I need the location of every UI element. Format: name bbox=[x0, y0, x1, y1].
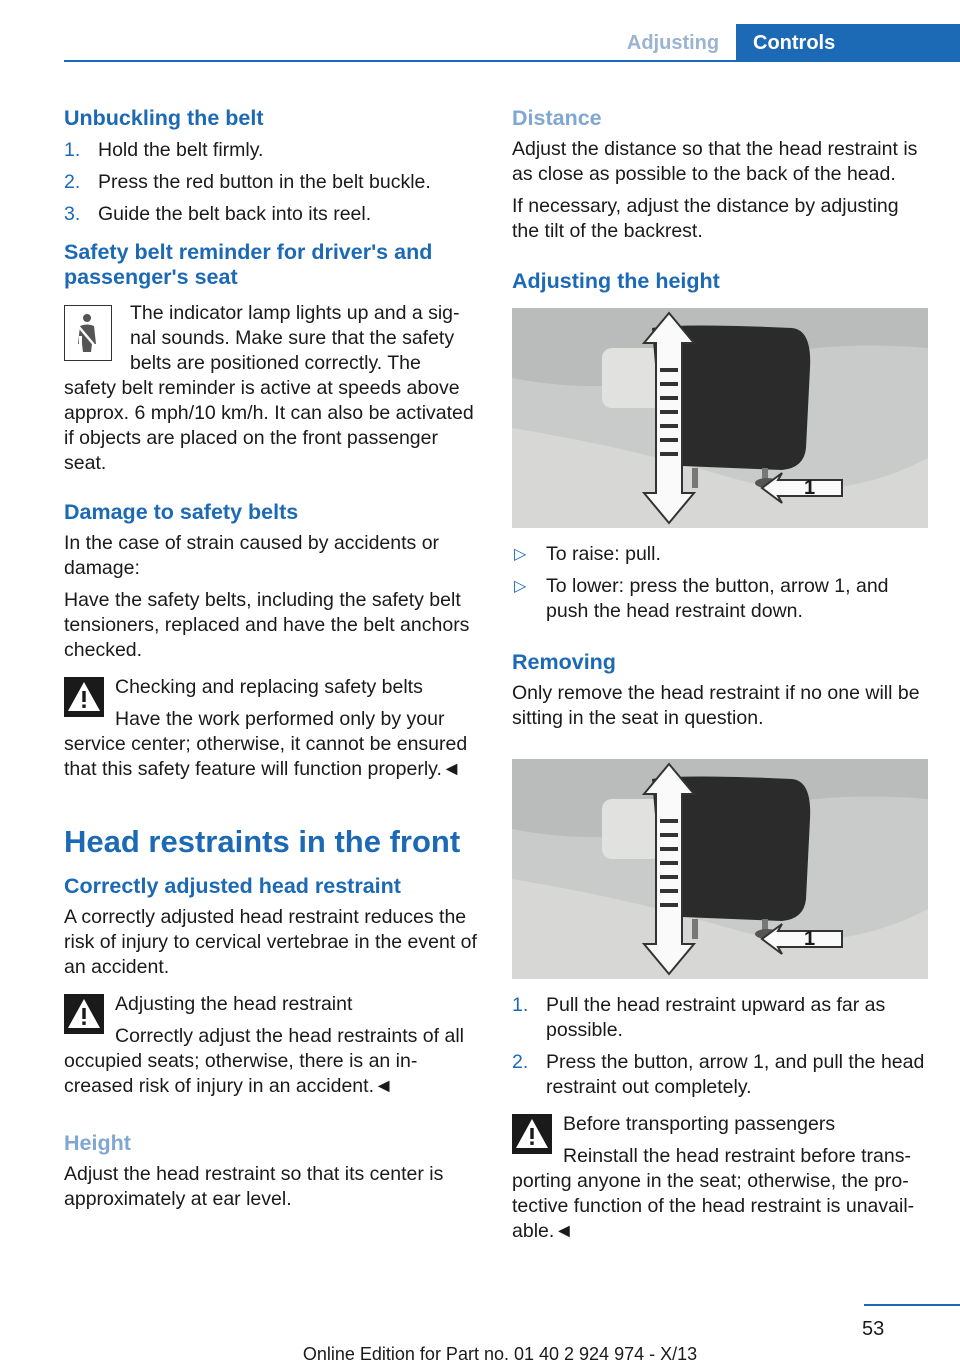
step-number: 2. bbox=[64, 171, 81, 193]
list-item bbox=[512, 574, 928, 624]
warning-icon bbox=[512, 1114, 552, 1154]
bullet-triangle-icon: ▷ bbox=[514, 546, 527, 563]
distance-paragraph: Adjust the distance so that the head restraint is as close as possible to the back of the head. bbox=[512, 138, 918, 185]
reminder-title: Safety belt reminder for driver's and passenger's seat bbox=[64, 240, 433, 289]
reminder-line: seat. bbox=[64, 452, 107, 474]
step-text: Guide the belt back into its reel. bbox=[98, 203, 372, 225]
warning-text: service center; otherwise, it cannot be ensured that this safety feature will function properly.◄ bbox=[64, 733, 468, 780]
adjust-height-section bbox=[512, 269, 928, 624]
left-column bbox=[64, 100, 480, 1212]
damage-paragraph: Have the safety belts, including the safety belt tensioners, replaced and have the belt anchors checked. bbox=[64, 589, 470, 661]
adjust-height-title: Adjusting the height bbox=[512, 269, 720, 293]
reminder-section bbox=[64, 240, 480, 476]
warning-text: occupied seats; otherwise, there is an in-creased risk of injury in an accident.◄ bbox=[64, 1050, 418, 1097]
warning-text: porting anyone in the seat; otherwise, the pro-tective function of the head restraint is unavail-able.◄ bbox=[512, 1170, 915, 1242]
unbuckling-steps bbox=[64, 138, 480, 227]
removing-paragraph: Only remove the head restraint if no one will be sitting in the seat in question. bbox=[512, 682, 920, 729]
damage-paragraph: In the case of strain caused by accidents or damage: bbox=[64, 532, 440, 579]
step-number: 1. bbox=[512, 994, 529, 1016]
bullet-triangle-icon: ▷ bbox=[514, 578, 527, 595]
reminder-line: approx. 6 mph/10 km/h. It can also be activated bbox=[64, 402, 474, 424]
header-rule bbox=[64, 60, 960, 62]
step-number: 3. bbox=[64, 203, 81, 225]
warning-icon bbox=[64, 677, 104, 717]
list-item bbox=[512, 542, 928, 567]
step-number: 2. bbox=[512, 1051, 529, 1073]
height-paragraph: Adjust the head restraint so that its center is approximately at ear level. bbox=[64, 1163, 444, 1210]
reminder-line: nal sounds. Make sure that the safety bbox=[130, 327, 455, 349]
reminder-line: safety belt reminder is active at speeds above bbox=[64, 377, 460, 399]
seatbelt-indicator-icon bbox=[64, 305, 112, 361]
warning-box bbox=[64, 992, 480, 1099]
distance-section bbox=[512, 106, 928, 244]
warning-box bbox=[64, 675, 480, 782]
warning-title: Before transporting passengers bbox=[563, 1113, 836, 1135]
edition-footer: Online Edition for Part no. 01 40 2 924 974 - X/13 bbox=[302, 1344, 698, 1362]
damage-section bbox=[64, 500, 480, 782]
list-item bbox=[64, 170, 480, 195]
figure-callout-1: 1 bbox=[804, 477, 816, 499]
right-column bbox=[512, 100, 928, 1244]
step-number: 1. bbox=[64, 139, 81, 161]
list-item bbox=[512, 1050, 928, 1100]
warning-text: Have the work performed only by your bbox=[115, 708, 445, 730]
warning-title: Adjusting the head restraint bbox=[115, 993, 353, 1015]
reminder-line: belts are positioned correctly. The bbox=[130, 352, 421, 374]
chapter-tab: Controls bbox=[736, 24, 960, 62]
distance-paragraph: If necessary, adjust the distance by adjusting the tilt of the backrest. bbox=[512, 195, 899, 242]
distance-title: Distance bbox=[512, 106, 602, 130]
removing-steps bbox=[512, 993, 928, 1100]
list-item bbox=[64, 138, 480, 163]
head-restraints-front bbox=[64, 824, 480, 860]
bullet-text: To lower: press the button, arrow 1, and push the head restraint down. bbox=[546, 575, 889, 622]
head-restraint-photo-2 bbox=[512, 759, 928, 979]
warning-box bbox=[512, 1112, 928, 1244]
head-restraint-photo-1 bbox=[512, 308, 928, 528]
height-section bbox=[64, 1131, 480, 1212]
warning-text: Correctly adjust the head restraints of all bbox=[115, 1025, 465, 1047]
list-item bbox=[64, 202, 480, 227]
unbuckling-section bbox=[64, 106, 480, 227]
section-tab: Adjusting bbox=[610, 24, 736, 62]
step-text: Press the button, arrow 1, and pull the head restraint out completely. bbox=[546, 1051, 925, 1098]
warning-text: Reinstall the head restraint before trans- bbox=[563, 1145, 911, 1167]
height-title: Height bbox=[64, 1131, 131, 1155]
step-text: Hold the belt firmly. bbox=[98, 139, 264, 161]
removing-section bbox=[512, 650, 928, 1244]
step-text: Pull the head restraint upward as far as possible. bbox=[546, 994, 886, 1041]
removing-title: Removing bbox=[512, 650, 616, 674]
correct-section bbox=[64, 874, 480, 1099]
reminder-line: if objects are placed on the front passenger bbox=[64, 427, 438, 449]
damage-title: Damage to safety belts bbox=[64, 500, 299, 524]
correct-paragraph: A correctly adjusted head restraint reduces the risk of injury to cervical vertebrae in the event of an accident. bbox=[64, 906, 477, 978]
footer-rule bbox=[864, 1304, 960, 1306]
unbuckling-title: Unbuckling the belt bbox=[64, 106, 264, 130]
reminder-body bbox=[64, 301, 480, 476]
correct-title: Correctly adjusted head restraint bbox=[64, 874, 401, 898]
reminder-line: The indicator lamp lights up and a sig- bbox=[130, 302, 460, 324]
chapter-heading: Head restraints in the front bbox=[64, 824, 461, 859]
warning-icon bbox=[64, 994, 104, 1034]
warning-title: Checking and replacing safety belts bbox=[115, 676, 423, 698]
list-item bbox=[512, 993, 928, 1043]
bullet-text: To raise: pull. bbox=[546, 543, 661, 565]
adjust-height-bullets bbox=[512, 542, 928, 624]
page-header bbox=[0, 0, 960, 64]
figure-callout-1: 1 bbox=[804, 928, 816, 950]
step-text: Press the red button in the belt buckle. bbox=[98, 171, 431, 193]
page-number: 53 bbox=[862, 1318, 885, 1340]
